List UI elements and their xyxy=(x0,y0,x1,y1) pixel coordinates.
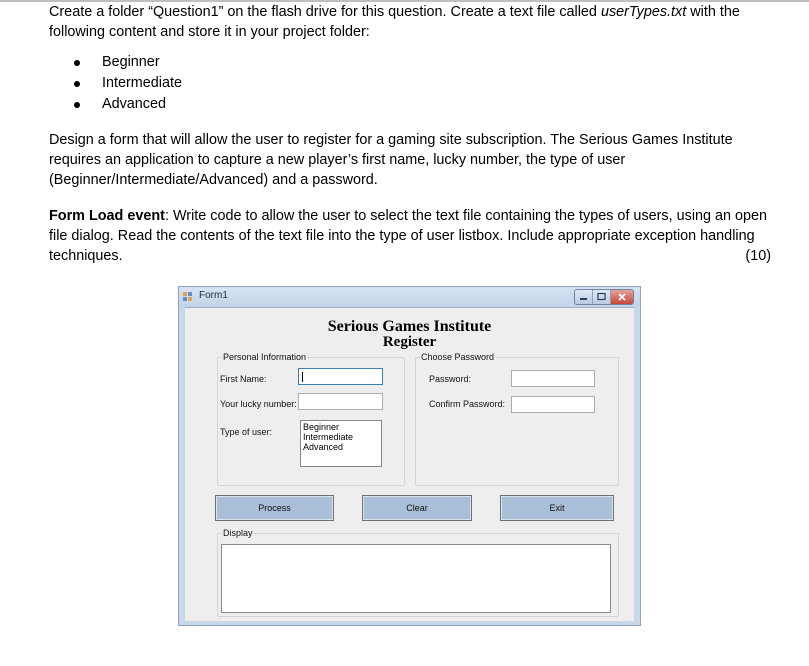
list-item xyxy=(74,52,182,73)
listbox-item[interactable]: Beginner xyxy=(303,422,340,432)
form-load-text: : Write code to allow the user to select the text file containing the types of users, using an open file dialog. Read the contents of the text file into the type of user listbox. Include appropriate exception handling techniques. xyxy=(49,208,768,264)
first-name-input[interactable] xyxy=(298,368,383,385)
lucky-number-label: Your lucky number: xyxy=(220,399,297,409)
form-heading: Serious Games Institute xyxy=(327,318,492,335)
form-subheading: Register xyxy=(382,334,437,350)
filename: userTypes.txt xyxy=(600,4,687,20)
process-button[interactable]: Process xyxy=(215,495,334,521)
text-caret xyxy=(302,372,303,382)
question-intro xyxy=(49,2,779,42)
marks: (10) xyxy=(745,248,771,264)
lucky-number-input[interactable] xyxy=(298,393,383,410)
listbox-item[interactable]: Advanced xyxy=(303,442,344,452)
display-label: Display xyxy=(223,528,253,538)
list-item xyxy=(74,94,182,115)
form-client-area xyxy=(185,307,634,621)
minimize-icon xyxy=(575,290,592,304)
password-input[interactable] xyxy=(511,370,595,387)
exit-button[interactable]: Exit xyxy=(500,495,614,521)
confirm-password-input[interactable] xyxy=(511,396,595,413)
user-types-list xyxy=(74,52,182,115)
window-controls xyxy=(574,289,634,305)
minimize-button[interactable] xyxy=(575,290,593,304)
design-paragraph: Design a form that will allow the user to register for a gaming site subscription. The Serious Games Institute requires an application to capture a new player’s first name, lucky number, the type of user (Beginner/Intermediate/Advanced) and a password. xyxy=(49,132,733,188)
maximize-button[interactable] xyxy=(593,290,611,304)
clear-button[interactable]: Clear xyxy=(362,495,472,521)
maximize-icon xyxy=(593,290,610,304)
list-item-label: Advanced xyxy=(102,96,167,112)
list-item-label: Beginner xyxy=(102,54,160,70)
type-of-user-label: Type of user: xyxy=(220,427,273,437)
bullet-icon xyxy=(74,60,80,66)
form-load-heading: Form Load event xyxy=(49,208,165,224)
form-load-paragraph xyxy=(49,206,779,266)
window-title: Form1 xyxy=(199,290,228,301)
first-name-label: First Name: xyxy=(220,374,267,384)
close-button[interactable] xyxy=(611,290,633,304)
list-item xyxy=(74,73,182,94)
display-output[interactable] xyxy=(221,544,611,613)
close-icon xyxy=(611,290,633,304)
confirm-password-label: Confirm Password: xyxy=(429,399,506,409)
form-app-icon xyxy=(183,292,193,301)
form-window xyxy=(178,286,641,626)
intro-end-text: with the following content and store it in your project folder: xyxy=(49,4,740,40)
personal-info-label: Personal Information xyxy=(223,352,307,362)
intro-text: Create a folder “Question1” on the flash drive for this question. Create a text file called xyxy=(49,4,601,20)
user-type-listbox[interactable] xyxy=(300,420,382,467)
list-item-label: Intermediate xyxy=(102,75,182,91)
title-bar xyxy=(179,287,640,307)
password-label: Password: xyxy=(429,374,472,384)
password-group-label: Choose Password xyxy=(421,352,495,362)
bullet-icon xyxy=(74,102,80,108)
listbox-item[interactable]: Intermediate xyxy=(303,432,354,442)
bullet-icon xyxy=(74,81,80,87)
